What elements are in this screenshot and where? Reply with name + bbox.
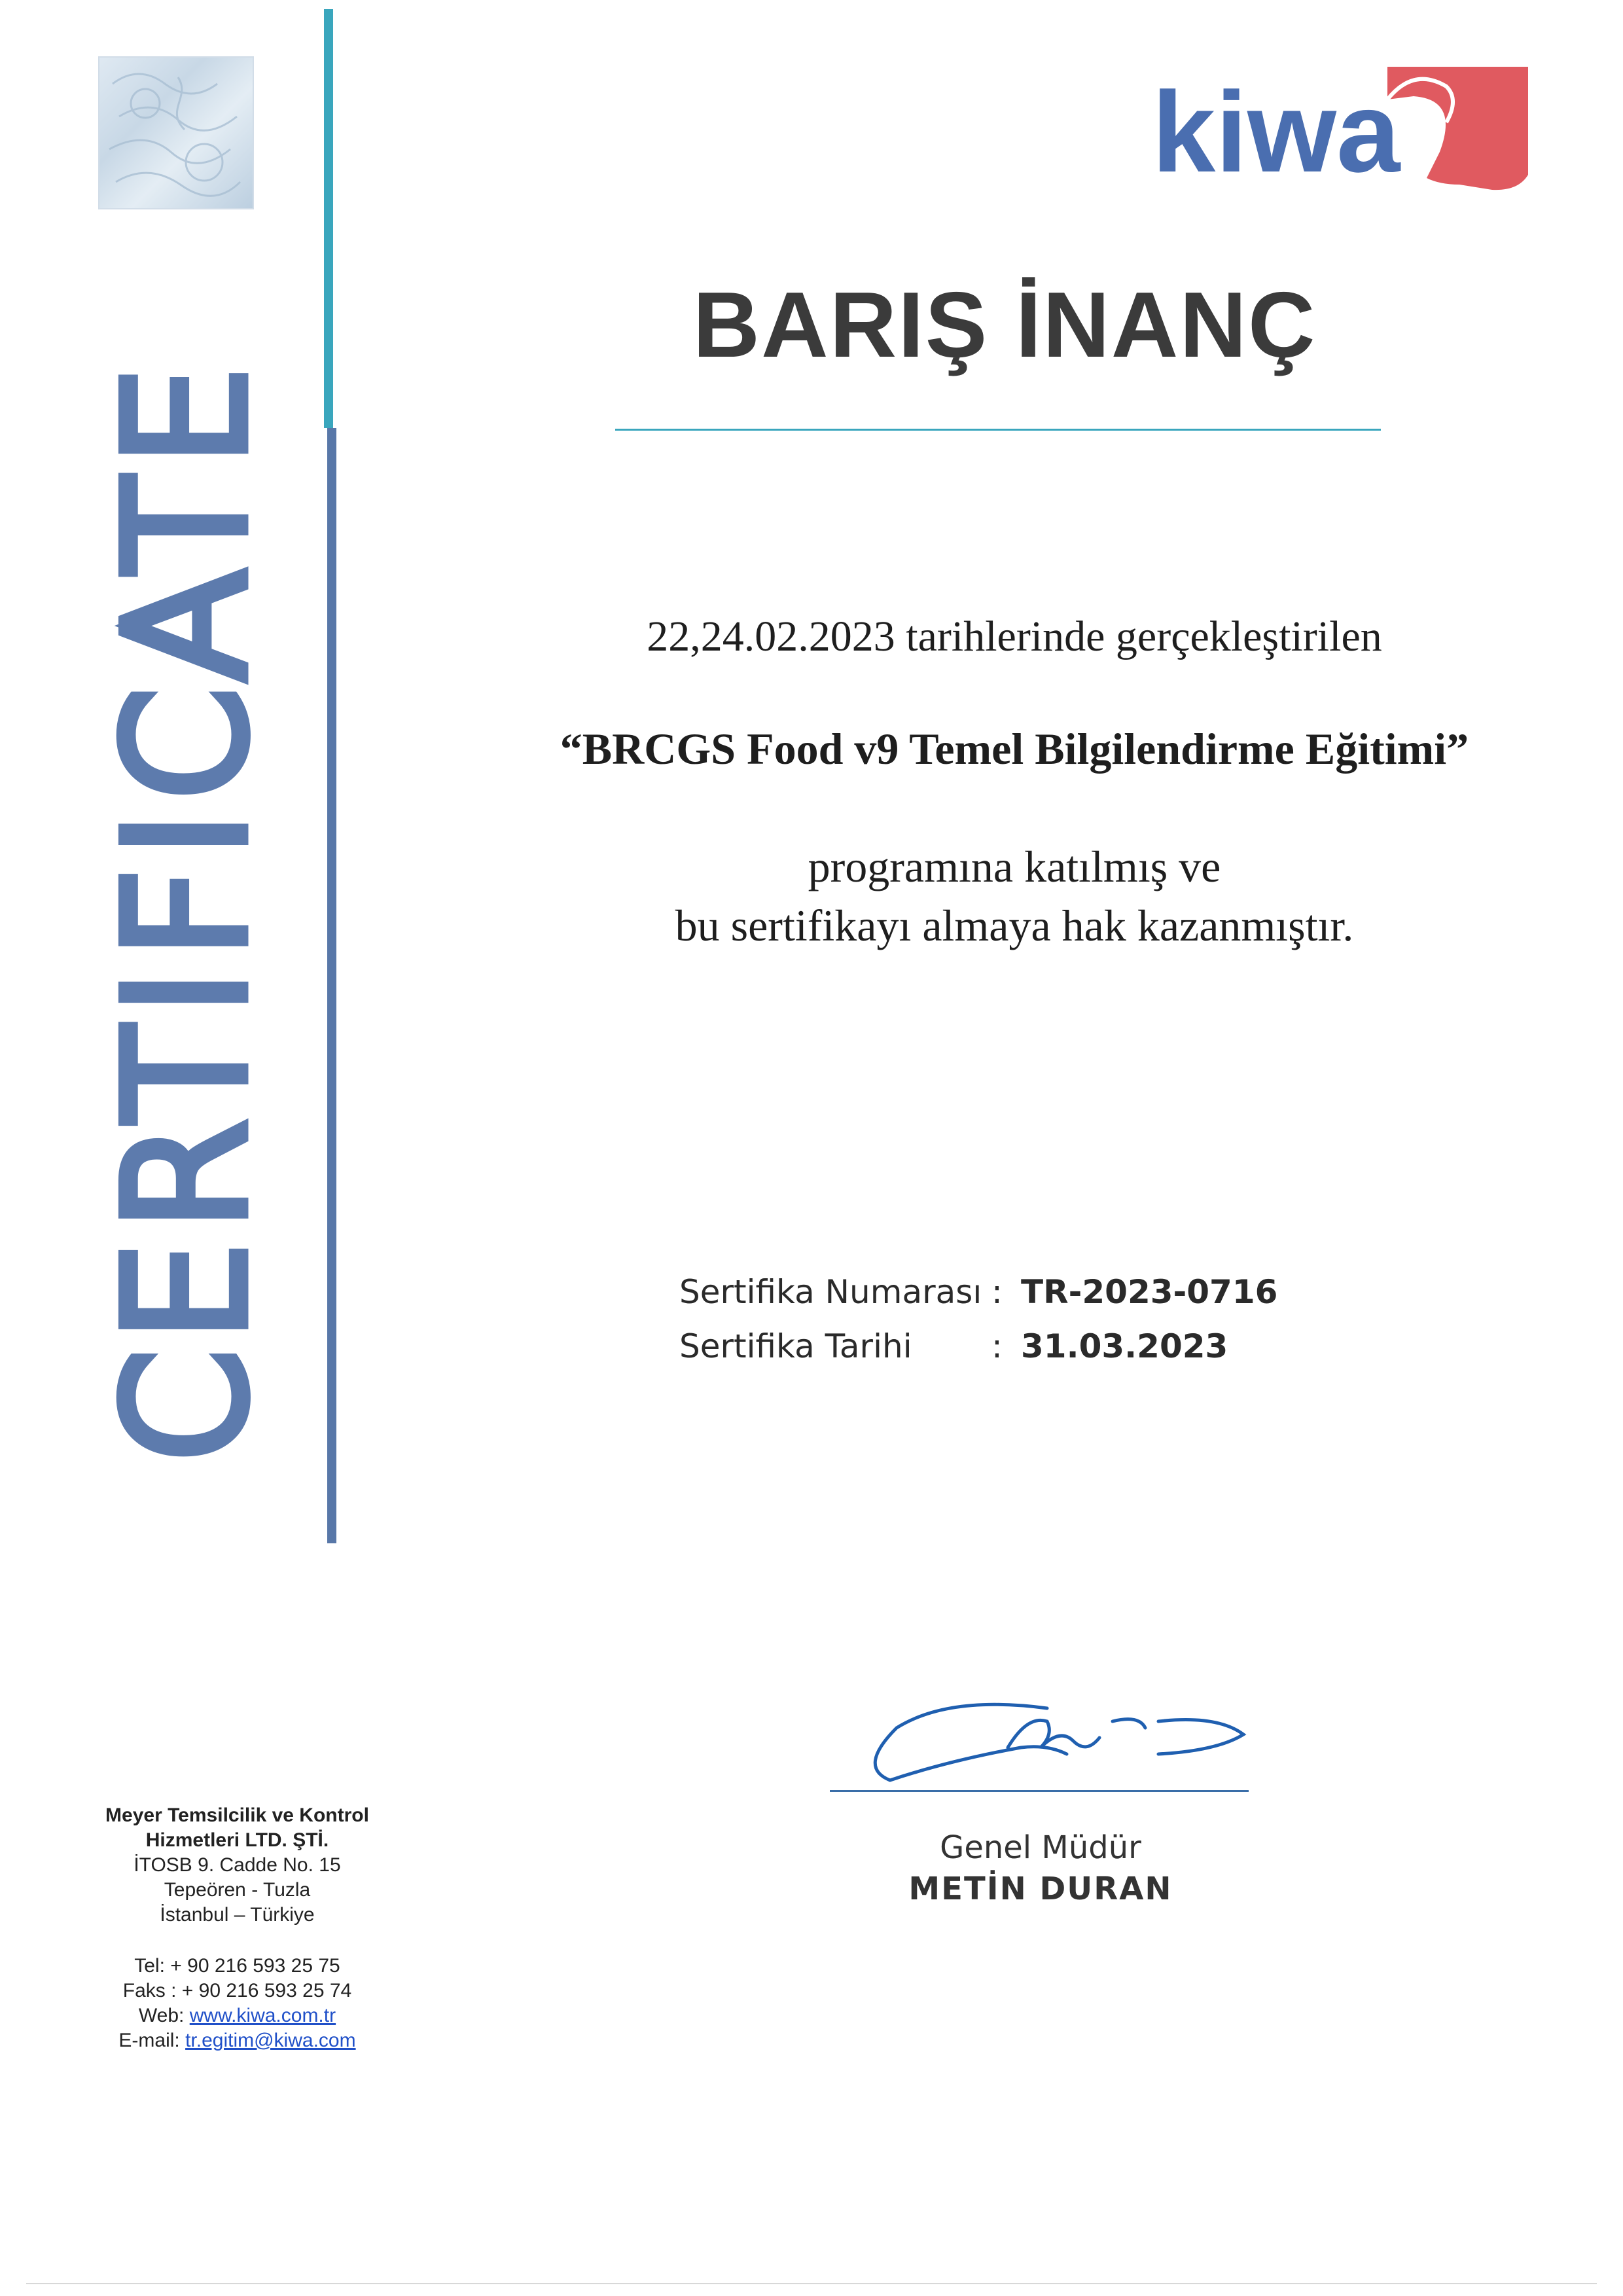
certificate-date-label: Sertifika Tarihi: [679, 1327, 912, 1365]
certificate-date-separator: :: [991, 1327, 1003, 1365]
recipient-name: BARIŞ İNANÇ: [692, 273, 1317, 377]
signature-line: [830, 1790, 1249, 1792]
certificate-number-value: TR-2023-0716: [1021, 1273, 1278, 1311]
contact-email: [52, 2028, 422, 2053]
contact-web: [52, 2003, 422, 2028]
beaver-mascot-icon: [1387, 67, 1528, 190]
dates-line: 22,24.02.2023 tarihlerinde gerçekleştirilen: [647, 613, 1382, 660]
name-underline: [615, 429, 1381, 431]
logo-wordmark: kiwa: [1152, 69, 1400, 196]
hologram-sticker: [98, 56, 254, 209]
completion-line-2: bu sertifikayı almaya hak kazanmıştır.: [675, 901, 1354, 950]
company-address-3: İstanbul – Türkiye: [160, 1904, 315, 1926]
completion-line-1: programına katılmış ve: [808, 842, 1221, 891]
fax-value: + 90 216 593 25 74: [181, 1980, 352, 2001]
certificate-number-label: Sertifika Numarası: [679, 1273, 982, 1311]
company-name-line-2: Hizmetleri LTD. ŞTİ.: [145, 1829, 329, 1851]
fax-label: Faks :: [122, 1980, 177, 2001]
web-link[interactable]: www.kiwa.com.tr: [189, 2005, 336, 2026]
company-name-line-1: Meyer Temsilcilik ve Kontrol: [105, 1804, 369, 1826]
certificate-vertical-title: CERTIFICATE: [93, 356, 280, 1463]
company-address-2: Tepeören - Tuzla: [164, 1879, 311, 1901]
handwritten-signature: [851, 1682, 1257, 1806]
email-label: E-mail:: [118, 2030, 180, 2051]
certificate-number-separator: :: [991, 1273, 1003, 1311]
course-title: “BRCGS Food v9 Temel Bilgilendirme Eğitimi”: [560, 724, 1469, 774]
kiwa-logo: [1152, 60, 1531, 198]
signatory-name: METİN DURAN: [908, 1871, 1173, 1907]
tel-label: Tel:: [134, 1955, 165, 1977]
certificate-date-value: 31.03.2023: [1021, 1327, 1228, 1365]
web-label: Web:: [138, 2005, 185, 2026]
hologram-pattern-icon: [99, 58, 253, 208]
contact-fax: [52, 1979, 422, 2003]
accent-bar-blue: [327, 428, 336, 1543]
page-bottom-edge: [26, 2283, 1597, 2284]
company-address-1: İTOSB 9. Cadde No. 15: [134, 1854, 341, 1876]
contact-tel: [52, 1954, 422, 1979]
accent-bar-cyan: [324, 9, 333, 428]
tel-value: + 90 216 593 25 75: [170, 1955, 340, 1977]
signatory-role: Genel Müdür: [940, 1829, 1141, 1866]
email-link[interactable]: tr.egitim@kiwa.com: [185, 2030, 356, 2051]
